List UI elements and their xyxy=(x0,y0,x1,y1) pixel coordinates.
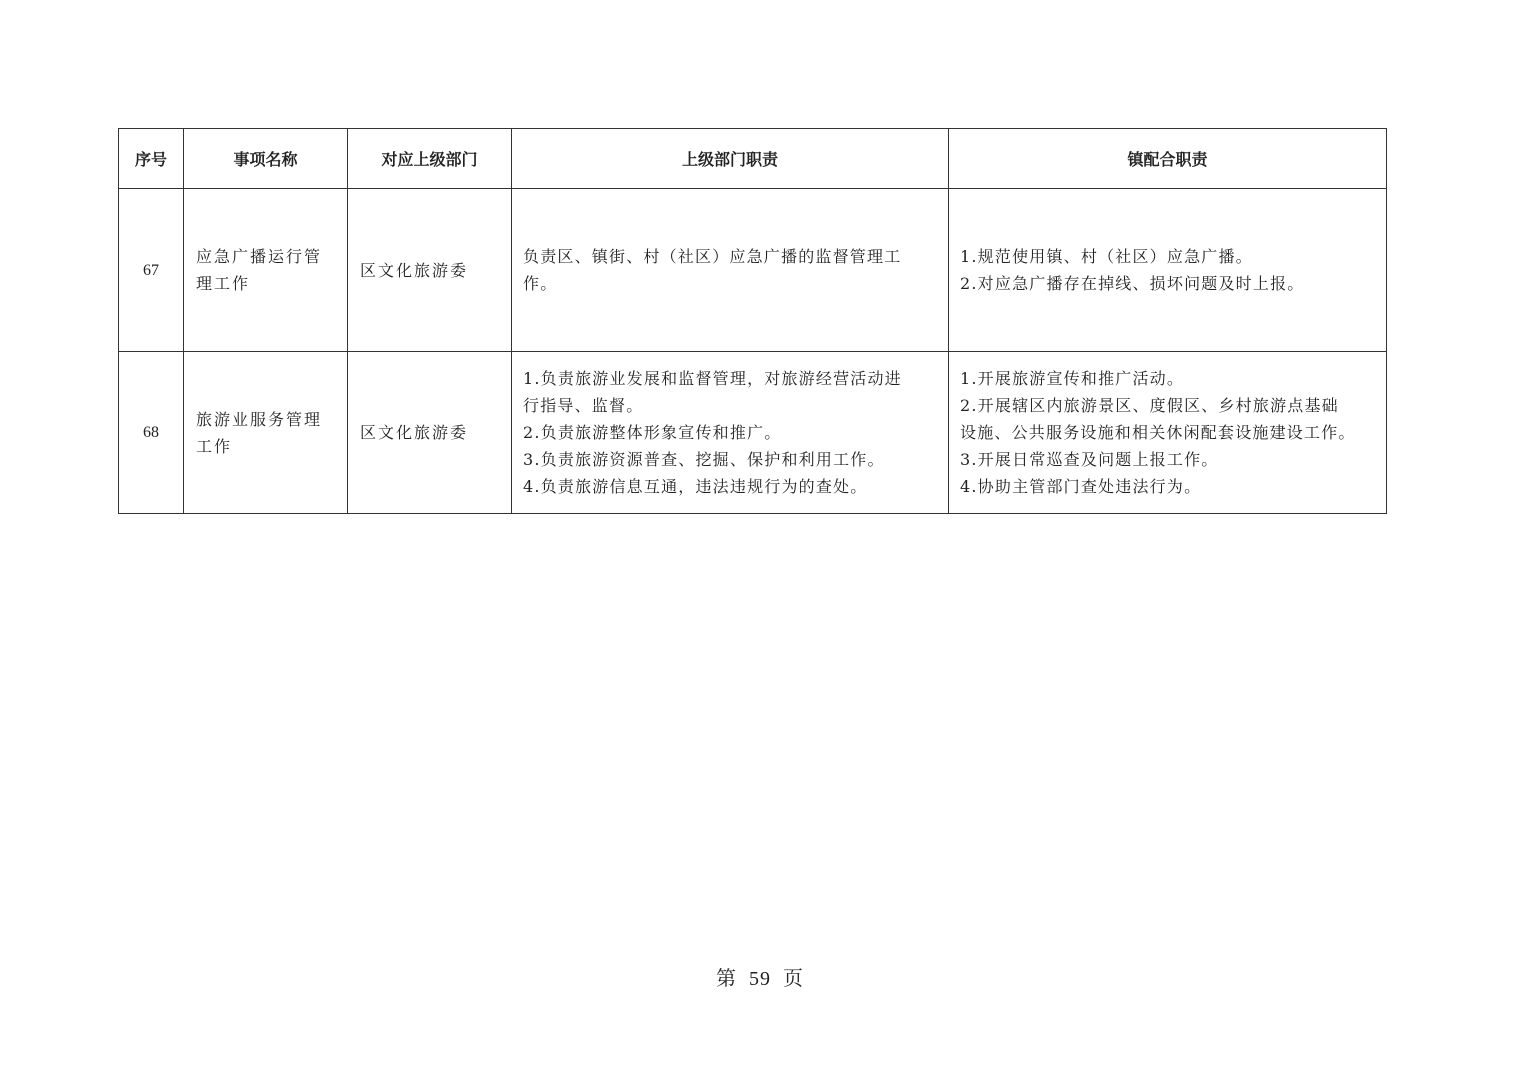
row-seq: 67 xyxy=(119,189,184,352)
upper-duty-line: 1.负责旅游业发展和监督管理，对旅游经营活动进 xyxy=(523,369,902,388)
page-number-suffix: 页 xyxy=(783,968,804,990)
town-duty-line: 2.对应急广播存在掉线、损坏问题及时上报。 xyxy=(960,274,1305,293)
upper-duty-line: 3.负责旅游资源普查、挖掘、保护和利用工作。 xyxy=(523,450,885,469)
table-row xyxy=(119,189,1387,352)
town-duty-line: 2.开展辖区内旅游景区、度假区、乡村旅游点基础 xyxy=(960,396,1339,415)
duty-table xyxy=(118,128,1387,514)
town-duty-line: 设施、公共服务设施和相关休闲配套设施建设工作。 xyxy=(960,423,1356,442)
page-number-value: 59 xyxy=(749,968,771,990)
upper-duty-line: 作。 xyxy=(523,274,558,293)
row-upper-duties xyxy=(512,189,949,352)
row-upper-dept: 区文化旅游委 xyxy=(348,352,512,514)
town-duty-line: 1.开展旅游宣传和推广活动。 xyxy=(960,369,1185,388)
header-seq: 序号 xyxy=(119,129,184,189)
header-item-name: 事项名称 xyxy=(184,129,348,189)
upper-duty-line: 2.负责旅游整体形象宣传和推广。 xyxy=(523,423,782,442)
table-row xyxy=(119,352,1387,514)
town-duty-line: 1.规范使用镇、村（社区）应急广播。 xyxy=(960,247,1253,266)
town-duty-line: 3.开展日常巡查及问题上报工作。 xyxy=(960,450,1219,469)
row-upper-dept: 区文化旅游委 xyxy=(348,189,512,352)
upper-duty-line: 负责区、镇街、村（社区）应急广播的监督管理工 xyxy=(523,247,902,266)
town-duty-line: 4.协助主管部门查处违法行为。 xyxy=(960,477,1202,496)
row-upper-duties xyxy=(512,352,949,514)
table-header-row xyxy=(119,129,1387,189)
upper-duty-line: 行指导、监督。 xyxy=(523,396,644,415)
page-number xyxy=(0,962,1520,991)
header-upper-duties: 上级部门职责 xyxy=(512,129,949,189)
page-number-prefix: 第 xyxy=(716,968,737,990)
row-seq: 68 xyxy=(119,352,184,514)
row-town-duties xyxy=(949,352,1387,514)
header-upper-dept: 对应上级部门 xyxy=(348,129,512,189)
upper-duty-line: 4.负责旅游信息互通，违法违规行为的查处。 xyxy=(523,477,868,496)
row-item-name: 应急广播运行管理工作 xyxy=(184,189,348,352)
header-town-duties: 镇配合职责 xyxy=(949,129,1387,189)
row-town-duties xyxy=(949,189,1387,352)
row-item-name: 旅游业服务管理工作 xyxy=(184,352,348,514)
